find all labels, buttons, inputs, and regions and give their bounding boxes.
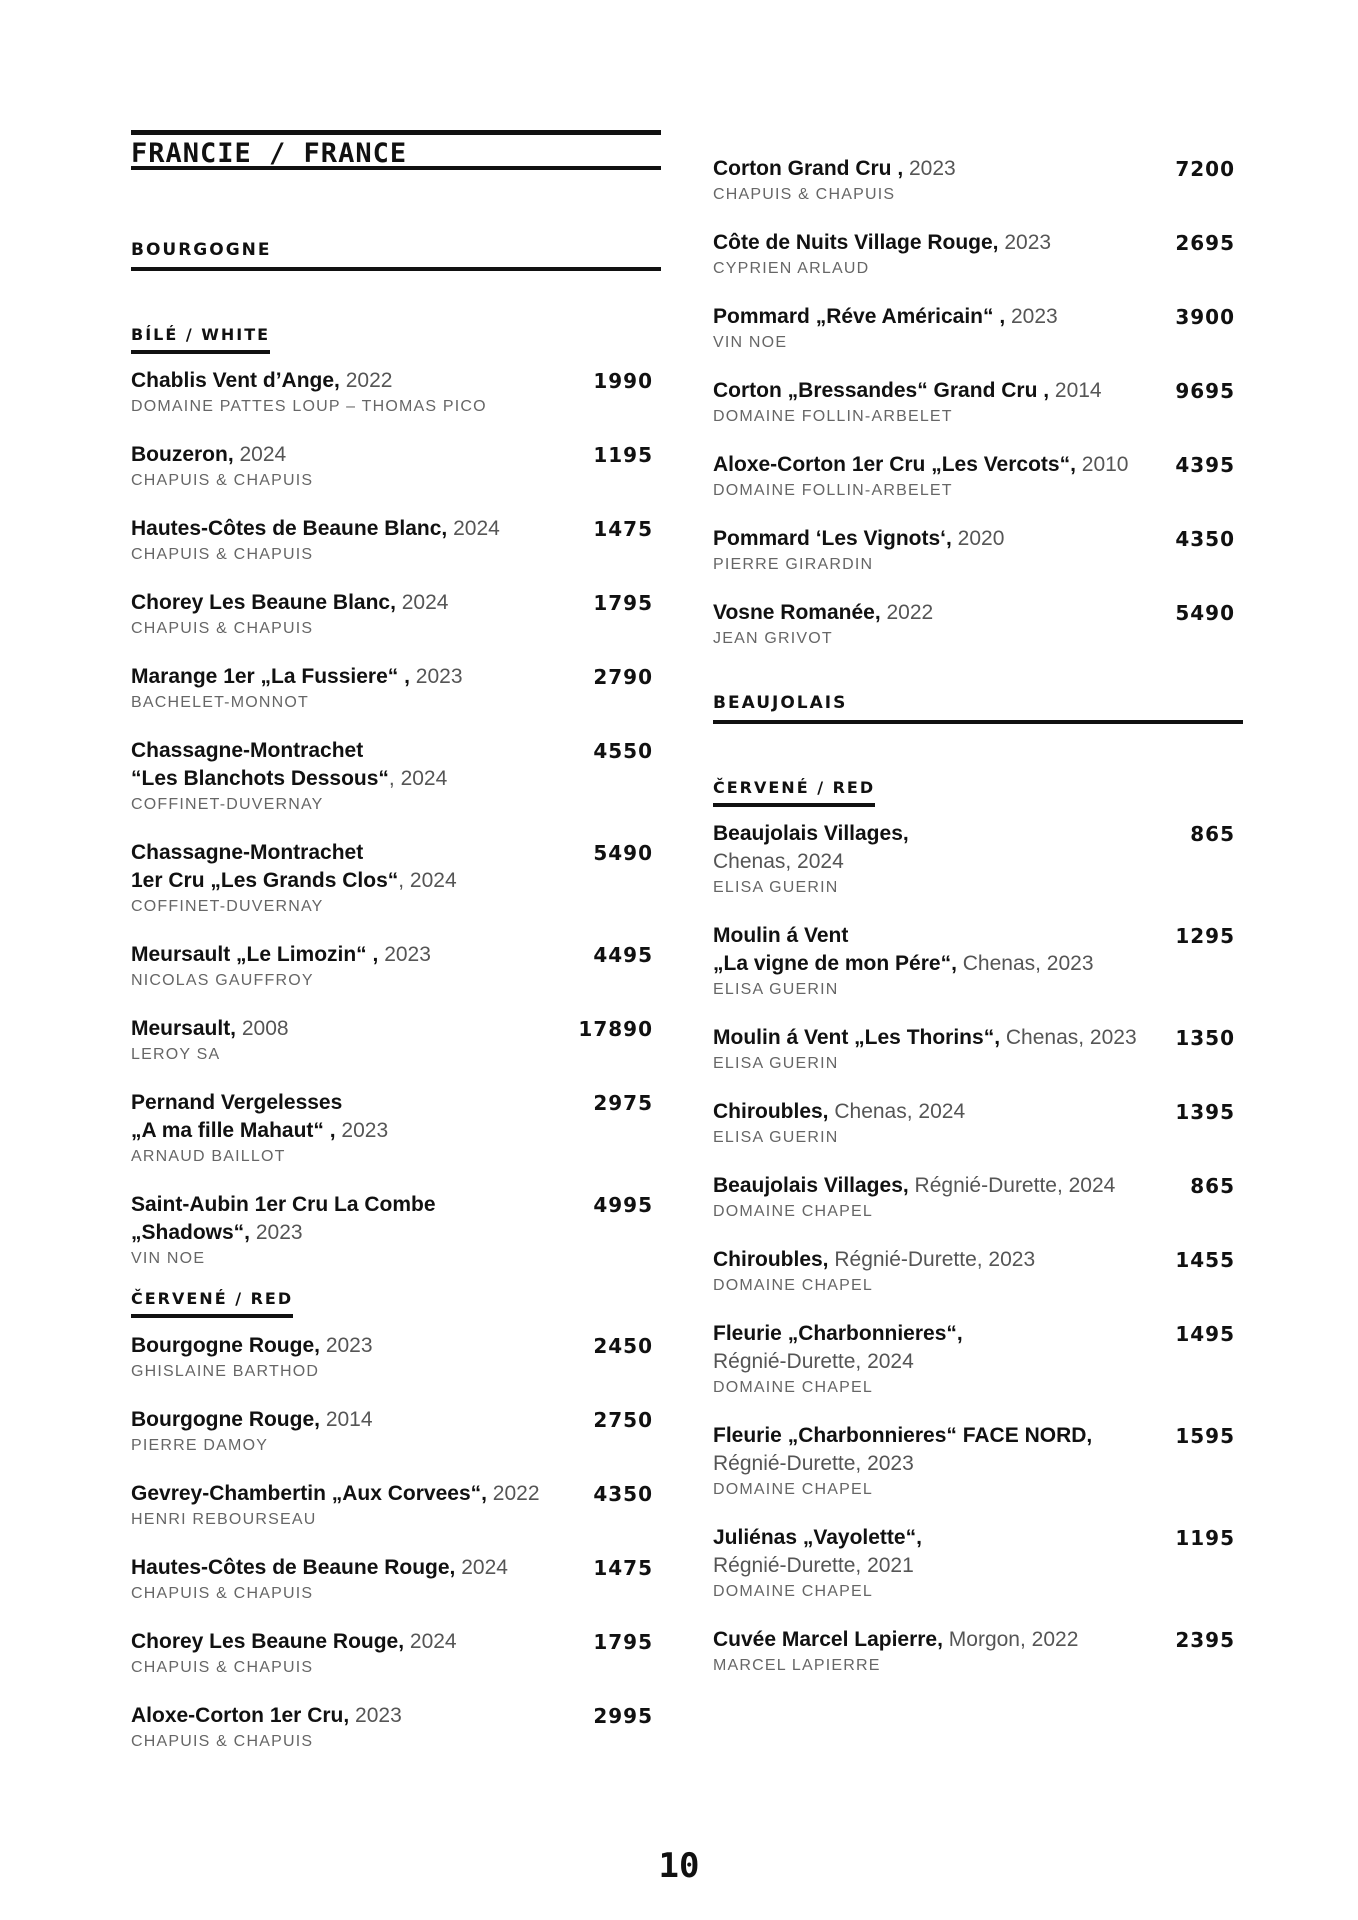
wine-name [713,1024,1235,1052]
wine-title: Marange 1er „La Fussiere“ , [131,665,410,688]
wine-name-line [131,1332,589,1360]
country-title: FRANCIE / FRANCE [131,138,408,169]
wine-vintage: 2024 [455,1556,508,1579]
wine-entry [713,599,1235,650]
wine-producer: DOMAINE FOLLIN-ARBELET [713,482,953,499]
wine-vintage: Chenas, 2024 [828,1100,966,1123]
wine-price: 2995 [593,1704,653,1728]
wine-entry [713,525,1235,576]
wine-entry [131,1089,653,1168]
wine-vintage: 2008 [236,1017,289,1040]
wine-name [713,229,1235,257]
wine-name-line [713,451,1171,479]
wine-entry [713,1422,1235,1501]
wine-title: Corton Grand Cru , [713,157,904,180]
wine-name [713,1246,1235,1274]
wine-producer: MARCEL LAPIERRE [713,1657,881,1674]
wine-entry [131,737,653,816]
wine-name-line [713,1450,1171,1478]
subsection-title: ČERVENÉ / RED [131,1289,294,1308]
wine-name-line [131,1554,589,1582]
wine-name [713,820,1235,876]
wine-name [713,1098,1235,1126]
wine-title: Aloxe-Corton 1er Cru „Les Vercots“, [713,453,1076,476]
wine-vintage: Chenas, 2023 [1000,1026,1137,1049]
wine-price: 865 [1190,822,1235,846]
wine-price: 1795 [593,1630,653,1654]
wine-producer: DOMAINE CHAPEL [713,1379,873,1396]
wine-entry [131,367,653,418]
wine-price: 1395 [1175,1100,1235,1124]
wine-price: 4395 [1175,453,1235,477]
wine-entry [713,1626,1235,1677]
wine-name-line [131,1406,589,1434]
page-number: 10 [658,1846,700,1886]
wine-name [131,737,653,793]
wine-producer: DOMAINE CHAPEL [713,1583,873,1600]
wine-name-line [713,1524,1171,1552]
wine-producer: DOMAINE PATTES LOUP – THOMAS PICO [131,398,487,415]
wine-entry [131,839,653,918]
wine-price: 3900 [1175,305,1235,329]
wine-vintage: 2023 [378,943,431,966]
region-title: BOURGOGNE [131,240,272,260]
wine-name-line [131,1089,589,1117]
wine-producer: DOMAINE CHAPEL [713,1203,873,1220]
wine-price: 9695 [1175,379,1235,403]
wine-producer: ELISA GUERIN [713,981,839,998]
wine-title: Chablis Vent d’Ange, [131,369,340,392]
wine-vintage: , 2024 [398,869,457,892]
wine-name [131,1702,653,1730]
wine-name [131,1089,653,1145]
wine-price: 865 [1190,1174,1235,1198]
wine-vintage: , 2024 [388,767,448,790]
wine-entry [713,1098,1235,1149]
wine-producer: VIN NOE [131,1250,206,1267]
wine-title: Cuvée Marcel Lapierre, [713,1628,943,1651]
wine-title: Chiroubles, [713,1248,829,1271]
wine-name [713,922,1235,978]
wine-entry [131,1702,653,1753]
wine-name [131,1628,653,1656]
wine-vintage: Régnié-Durette, 2024 [713,1350,914,1373]
wine-name-line [131,867,589,895]
wine-name-line [713,820,1171,848]
wine-producer: CHAPUIS & CHAPUIS [131,1659,314,1676]
wine-entry [713,1320,1235,1399]
wine-producer: CHAPUIS & CHAPUIS [713,186,896,203]
wine-producer: COFFINET-DUVERNAY [131,796,324,813]
wine-entry [713,229,1235,280]
wine-entry [131,1554,653,1605]
wine-title: Chassagne-Montrachet [131,739,364,762]
wine-name-line [131,1628,589,1656]
wine-name-line [131,737,589,765]
wine-producer: CHAPUIS & CHAPUIS [131,1733,314,1750]
wine-title: Bourgogne Rouge, [131,1408,320,1431]
wine-name [713,303,1235,331]
wine-producer: ELISA GUERIN [713,1129,839,1146]
wine-title: „A ma fille Mahaut“ , [131,1119,336,1142]
wine-producer: DOMAINE FOLLIN-ARBELET [713,408,953,425]
wine-title: Chassagne-Montrachet [131,841,364,864]
wine-vintage: Morgon, 2022 [942,1628,1079,1651]
wine-entry [131,1332,653,1383]
wine-entry [131,1191,653,1270]
wine-name-line [131,663,589,691]
wine-price: 4995 [593,1193,653,1217]
wine-name-line [713,1422,1171,1450]
wine-name-line [131,765,589,793]
wine-price: 1990 [593,369,653,393]
wine-price: 5490 [1175,601,1235,625]
wine-title: Hautes-Côtes de Beaune Blanc, [131,517,448,540]
wine-name-line [713,922,1171,950]
wine-title: Pernand Vergelesses [131,1091,343,1114]
wine-title: „La vigne de mon Pére“, [713,952,957,975]
wine-vintage: Régnié-Durette, 2021 [713,1554,914,1577]
wine-name [713,1422,1235,1478]
wine-entry [131,1015,653,1066]
wine-name-line [131,1015,589,1043]
wine-title: Bourgogne Rouge, [131,1334,320,1357]
wine-title: Bouzeron, [131,443,234,466]
wine-price: 4495 [593,943,653,967]
wine-vintage: Chenas, 2024 [713,850,844,873]
wine-producer: ELISA GUERIN [713,1055,839,1072]
wine-entry [131,1480,653,1531]
wine-name [131,1332,653,1360]
wine-name [713,1172,1235,1200]
region-title: BEAUJOLAIS [713,693,848,713]
wine-name-line [713,525,1171,553]
wine-name-line [713,229,1171,257]
wine-vintage: 2014 [319,1408,373,1431]
wine-name-line [131,441,589,469]
wine-name-line [713,1098,1171,1126]
wine-title: Juliénas „Vayolette“, [713,1526,922,1549]
wine-price: 1595 [1175,1424,1235,1448]
wine-vintage: 2023 [335,1119,389,1142]
wine-name [713,377,1235,405]
wine-vintage: 2023 [409,665,463,688]
wine-entry [713,1524,1235,1603]
wine-name-line [131,1219,589,1247]
wine-name-line [131,1702,589,1730]
wine-producer: COFFINET-DUVERNAY [131,898,324,915]
wine-name-line [131,1480,589,1508]
wine-vintage: 2023 [250,1221,303,1244]
wine-price: 2790 [593,665,653,689]
wine-list-beaujolais-red [713,820,1243,1700]
wine-name-line [713,848,1171,876]
wine-producer: PIERRE GIRARDIN [713,556,874,573]
wine-vintage: 2023 [349,1704,402,1727]
wine-producer: ARNAUD BAILLOT [131,1148,286,1165]
wine-entry [131,663,653,714]
wine-entry [131,515,653,566]
wine-name [131,1191,653,1247]
wine-name-line [713,155,1171,183]
wine-title: Moulin á Vent „Les Thorins“, [713,1026,1001,1049]
wine-vintage: Chenas, 2023 [956,952,1094,975]
wine-entry [713,451,1235,502]
wine-entry [713,1246,1235,1297]
wine-producer: CHAPUIS & CHAPUIS [131,1585,314,1602]
wine-name [713,1320,1235,1376]
wine-vintage: 2024 [395,591,449,614]
wine-title: Fleurie „Charbonnieres“ FACE NORD, [713,1424,1093,1447]
wine-name [131,1015,653,1043]
wine-name-line [713,1172,1171,1200]
wine-producer: LEROY SA [131,1046,221,1063]
wine-title: Chorey Les Beaune Blanc, [131,591,396,614]
wine-name-line [713,1348,1171,1376]
wine-vintage: 2023 [903,157,956,180]
wine-vintage: 2010 [1075,453,1129,476]
wine-title: Hautes-Côtes de Beaune Rouge, [131,1556,456,1579]
wine-price: 1195 [593,443,653,467]
wine-entry [131,1628,653,1679]
wine-entry [713,1172,1235,1223]
wine-name-line [713,1320,1171,1348]
wine-title: Saint-Aubin 1er Cru La Combe [131,1193,436,1216]
wine-name [131,1554,653,1582]
subsection-header-red [131,1289,293,1318]
wine-title: Pommard „Réve Américain“ , [713,305,1006,328]
wine-vintage: 2022 [486,1482,540,1505]
wine-vintage: 2023 [1005,305,1058,328]
wine-title: Chiroubles, [713,1100,829,1123]
wine-name [131,589,653,617]
wine-producer: CHAPUIS & CHAPUIS [131,546,314,563]
wine-producer: GHISLAINE BARTHOD [131,1363,320,1380]
wine-name [131,941,653,969]
wine-vintage: 2023 [319,1334,373,1357]
wine-name-line [713,1552,1171,1580]
wine-price: 1475 [593,517,653,541]
wine-name-line [713,1024,1171,1052]
wine-vintage: Régnié-Durette, 2023 [828,1248,1036,1271]
wine-title: Vosne Romanée, [713,601,881,624]
wine-title: “Les Blanchots Dessous“ [131,767,389,790]
wine-vintage: Régnié-Durette, 2024 [908,1174,1116,1197]
wine-entry [713,377,1235,428]
wine-name-line [713,950,1171,978]
wine-price: 4550 [593,739,653,763]
region-header-beaujolais [713,693,1243,724]
wine-name [713,451,1235,479]
wine-price: 2450 [593,1334,653,1358]
wine-entry [131,1406,653,1457]
wine-entry [131,441,653,492]
wine-price: 1195 [1175,1526,1235,1550]
wine-price: 1495 [1175,1322,1235,1346]
wine-vintage: Régnié-Durette, 2023 [713,1452,914,1475]
subsection-title: BÍLÉ / WHITE [131,325,271,344]
wine-name [131,367,653,395]
wine-name [131,515,653,543]
wine-title: Fleurie „Charbonnieres“, [713,1322,963,1345]
wine-entry [131,941,653,992]
wine-price: 1455 [1175,1248,1235,1272]
subsection-title: ČERVENÉ / RED [713,778,876,797]
wine-title: Pommard ‘Les Vignots‘, [713,527,952,550]
wine-entry [131,589,653,640]
wine-producer: BACHELET-MONNOT [131,694,310,711]
wine-name-line [131,589,589,617]
wine-price: 2695 [1175,231,1235,255]
wine-title: Côte de Nuits Village Rouge, [713,231,999,254]
wine-producer: CYPRIEN ARLAUD [713,260,870,277]
wine-title: Meursault „Le Limozin“ , [131,943,379,966]
wine-price: 4350 [593,1482,653,1506]
wine-name [713,599,1235,627]
wine-name [713,1626,1235,1654]
wine-producer: NICOLAS GAUFFROY [131,972,314,989]
wine-producer: ELISA GUERIN [713,879,839,896]
wine-price: 2975 [593,1091,653,1115]
wine-vintage: 2024 [404,1630,457,1653]
wine-entry [713,922,1235,1001]
wine-price: 1795 [593,591,653,615]
wine-price: 17890 [578,1017,653,1041]
wine-name-line [713,377,1171,405]
wine-title: Moulin á Vent [713,924,849,947]
wine-name-line [713,1626,1171,1654]
wine-title: Beaujolais Villages, [713,1174,909,1197]
wine-entry [713,820,1235,899]
wine-price: 1350 [1175,1026,1235,1050]
wine-title: Corton „Bressandes“ Grand Cru , [713,379,1050,402]
wine-title: 1er Cru „Les Grands Clos“ [131,869,399,892]
subsection-header-red [713,778,875,807]
wine-title: Chorey Les Beaune Rouge, [131,1630,405,1653]
wine-producer: CHAPUIS & CHAPUIS [131,472,314,489]
wine-name [131,839,653,895]
wine-entry [713,303,1235,354]
wine-vintage: 2022 [339,369,393,392]
wine-producer: CHAPUIS & CHAPUIS [131,620,314,637]
wine-price: 2395 [1175,1628,1235,1652]
wine-price: 2750 [593,1408,653,1432]
wine-name-line [713,1246,1171,1274]
wine-title: „Shadows“, [131,1221,251,1244]
subsection-header-white [131,325,270,354]
wine-producer: PIERRE DAMOY [131,1437,269,1454]
wine-producer: VIN NOE [713,334,788,351]
wine-name-line [131,941,589,969]
wine-producer: DOMAINE CHAPEL [713,1277,873,1294]
wine-list-bourgogne-red [131,1332,661,1776]
wine-name-line [131,839,589,867]
region-header-bourgogne [131,240,661,271]
wine-entry [713,1024,1235,1075]
wine-price: 7200 [1175,157,1235,181]
wine-name [713,525,1235,553]
country-header [131,130,661,170]
wine-name [131,663,653,691]
wine-name [713,155,1235,183]
wine-vintage: 2023 [998,231,1052,254]
wine-name-line [131,367,589,395]
wine-price: 4350 [1175,527,1235,551]
wine-price: 1295 [1175,924,1235,948]
wine-name-line [131,1191,589,1219]
wine-name [131,441,653,469]
wine-vintage: 2014 [1049,379,1102,402]
wine-entry [713,155,1235,206]
wine-title: Beaujolais Villages, [713,822,909,845]
wine-vintage: 2020 [951,527,1005,550]
wine-producer: JEAN GRIVOT [713,630,833,647]
wine-name [131,1480,653,1508]
wine-producer: DOMAINE CHAPEL [713,1481,873,1498]
wine-vintage: 2024 [447,517,500,540]
wine-title: Aloxe-Corton 1er Cru, [131,1704,350,1727]
wine-producer: HENRI REBOURSEAU [131,1511,317,1528]
wine-vintage: 2024 [233,443,287,466]
wine-vintage: 2022 [880,601,934,624]
wine-name-line [131,1117,589,1145]
wine-list-bourgogne-white [131,367,661,1293]
wine-name-line [131,515,589,543]
wine-title: Meursault, [131,1017,237,1040]
wine-title: Gevrey-Chambertin „Aux Corvees“, [131,1482,487,1505]
wine-name [131,1406,653,1434]
wine-name-line [713,303,1171,331]
wine-price: 5490 [593,841,653,865]
wine-list-bourgogne-red-continued [713,155,1243,673]
wine-name-line [713,599,1171,627]
wine-name [713,1524,1235,1580]
wine-price: 1475 [593,1556,653,1580]
